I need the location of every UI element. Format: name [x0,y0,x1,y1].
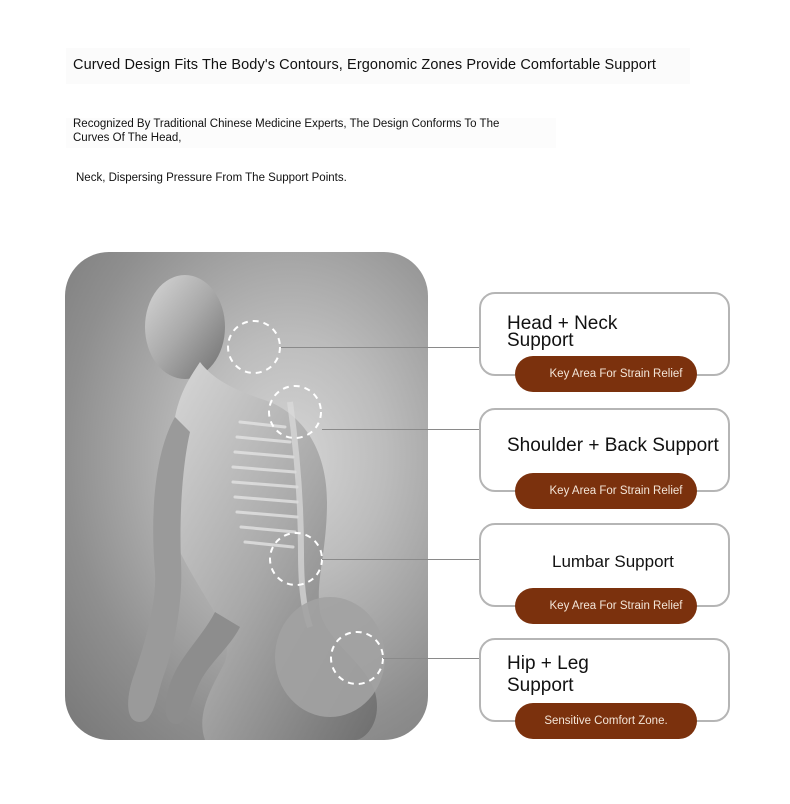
body-figure-panel [65,252,428,740]
description-line-1: Recognized By Traditional Chinese Medicine Experts, The Design Conforms To The [73,118,500,130]
zone-title: Hip + Leg Support [507,653,589,696]
connector-line-head [281,347,479,348]
description-line-3: Neck, Dispersing Pressure From The Support Points. [76,172,347,184]
human-figure-illustration [65,252,428,740]
zone-title: Head + Neck Support [507,313,618,351]
zone-tag: Sensitive Comfort Zone. [515,703,697,739]
zone-card-lumbar [479,523,730,612]
description-line-2: Curves Of The Head, [73,131,182,144]
description-block [66,118,556,148]
connector-line-shoulder [322,429,479,430]
zone-tag: Key Area For Strain Relief [515,356,697,392]
zone-tag: Key Area For Strain Relief [515,588,697,624]
zone-title: Shoulder + Back Support [507,435,719,456]
zone-tag: Key Area For Strain Relief [515,473,697,509]
zone-title: Lumbar Support [552,552,674,571]
connector-line-hip [383,658,479,659]
zone-card-hip-leg [479,638,730,727]
zone-card-head-neck [479,292,730,380]
zone-card-shoulder-back [479,408,730,497]
headline: Curved Design Fits The Body's Contours, Ergonomic Zones Provide Comfortable Support [66,48,690,84]
connector-line-lumbar [322,559,479,560]
